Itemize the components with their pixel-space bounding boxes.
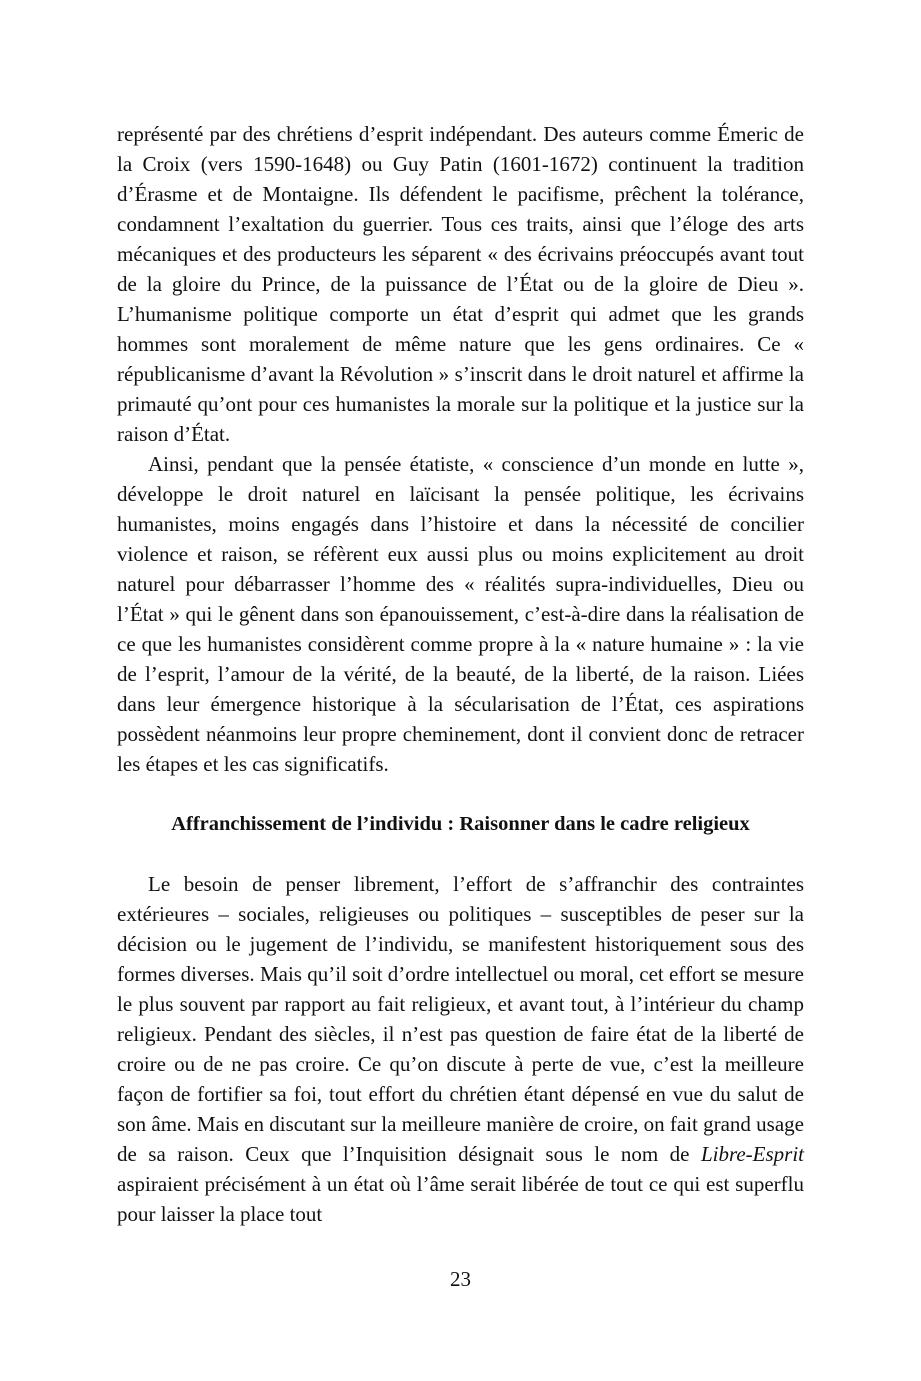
paragraph-2: Ainsi, pendant que la pensée étatiste, « conscience d’un monde en lutte », développe le droit naturel en laïcisant la pensée politique, les écrivains humanistes, moins engagés dans l’histoire et dans la nécessité de concilier violence et raison, se réfèrent eux aussi plus ou moins explicitement au droit naturel pour débarrasser l’homme des « réalités supra-individuelles, Dieu ou l’État » qui le gênent dans son épanouissement, c’est-à-dire dans la réalisation de ce que les humanistes considèrent comme propre à la « nature humaine » : la vie de l’esprit, l’amour de la vérité, de la beauté, de la liberté, de la raison. Liées dans leur émergence historique à la sécularisation de l’État, ces aspirations possèdent néanmoins leur propre cheminement, dont il convient donc de retracer les étapes et les cas significatifs. [117,452,804,776]
paragraph-3-text-end: aspiraient précisément à un état où l’âme serait libérée de tout ce qui est superflu pour laisser la place tout [117,1172,804,1226]
page-body [117,119,804,1229]
page-number: 23 [450,1267,471,1291]
paragraph-1: représenté par des chrétiens d’esprit indépendant. Des auteurs comme Émeric de la Croix (vers 1590-1648) ou Guy Patin (1601-1672) continuent la tradition d’Érasme et de Montaigne. Ils défendent le pacifisme, prêchent la tolérance, condamnent l’exaltation du guerrier. Tous ces traits, ainsi que l’éloge des arts mécaniques et des producteurs les séparent « des écrivains préoccupés avant tout de la gloire du Prince, de la puissance de l’État ou de la gloire de Dieu ». L’humanisme politique comporte un état d’esprit qui admet que les grands hommes sont moralement de même nature que les gens ordinaires. Ce « républicanisme d’avant la Révolution » s’inscrit dans le droit naturel et affirme la primauté qu’ont pour ces humanistes la morale sur la politique et la justice sur la raison d’État. [117,122,804,446]
paragraph-3 [117,869,804,1229]
section-heading: Affranchissement de l’individu : Raisonner dans le cadre religieux [171,813,750,835]
paragraph-3-text-start: Le besoin de penser librement, l’effort de s’affranchir des contraintes extérieures – sociales, religieuses ou politiques – susceptibles de peser sur la décision ou le jugement de l’individu, se manifestent historiquement sous des formes diverses. Mais qu’il soit d’ordre intellectuel ou moral, cet effort se mesure le plus souvent par rapport au fait religieux, et avant tout, à l’intérieur du champ religieux. Pendant des siècles, il n’est pas question de faire état de la liberté de croire ou de ne pas croire. Ce qu’on discute à perte de vue, c’est la meilleure façon de fortifier sa foi, tout effort du chrétien étant dépensé en vue du salut de son âme. Mais en discutant sur la meilleure manière de croire, on fait grand usage de sa raison. Ceux que l’Inquisition désignait sous le nom de [117,872,804,1166]
italic-term: Libre-Esprit [700,1142,804,1166]
